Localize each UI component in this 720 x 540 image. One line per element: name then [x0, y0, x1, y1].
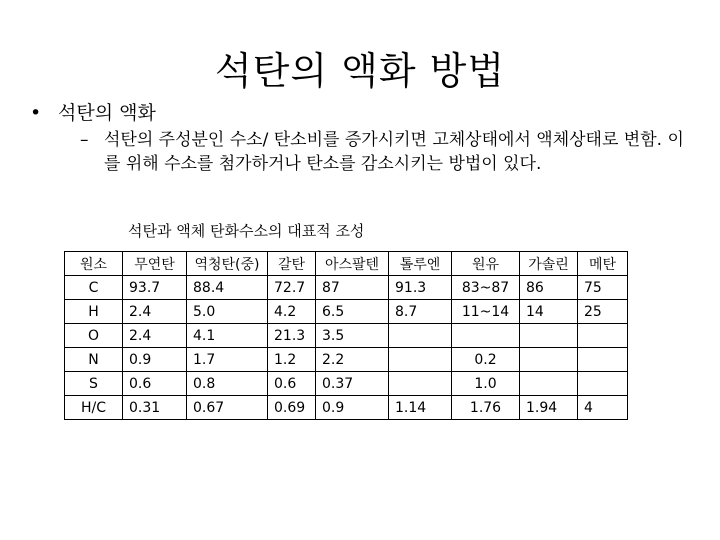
sub-bullet-text: 석탄의 주성분인 수소/ 탄소비를 증가시키면 고체상태에서 액체상태로 변함. 이를 위해 수소를 첨가하거나 탄소를 감소시키는 방법이 있다.	[104, 130, 684, 174]
table-cell: 0.37	[316, 372, 389, 396]
table-cell: 1.2	[268, 348, 316, 372]
table-cell	[578, 348, 628, 372]
table-cell: 93.7	[123, 276, 187, 300]
table-cell: N	[65, 348, 123, 372]
table-row	[65, 276, 628, 300]
table-cell: 1.94	[520, 396, 578, 420]
table-header-cell: 역청탄(중)	[187, 252, 268, 276]
table-cell: H	[65, 300, 123, 324]
table-cell: 87	[316, 276, 389, 300]
table-cell: 14	[520, 300, 578, 324]
table-cell: 5.0	[187, 300, 268, 324]
composition-table	[64, 251, 628, 420]
table-caption: 석탄과 액체 탄화수소의 대표적 조성	[128, 222, 365, 240]
table-row	[65, 324, 628, 348]
table-cell: 0.67	[187, 396, 268, 420]
table-cell: 0.8	[187, 372, 268, 396]
table-cell: 1.14	[389, 396, 452, 420]
table-cell: 21.3	[268, 324, 316, 348]
table-cell	[389, 372, 452, 396]
table-cell: 0.6	[123, 372, 187, 396]
table-row	[65, 372, 628, 396]
table-cell: 88.4	[187, 276, 268, 300]
table-cell	[520, 372, 578, 396]
table-cell	[452, 324, 520, 348]
table-cell	[389, 324, 452, 348]
table-cell: 83~87	[452, 276, 520, 300]
table-cell: C	[65, 276, 123, 300]
table-row	[65, 348, 628, 372]
table-cell	[520, 348, 578, 372]
bullet-item	[30, 98, 156, 125]
table-header-cell: 아스팔텐	[316, 252, 389, 276]
table-cell: 8.7	[389, 300, 452, 324]
table-cell	[389, 348, 452, 372]
table-cell: 4.1	[187, 324, 268, 348]
table-cell: 75	[578, 276, 628, 300]
table-cell: 0.9	[316, 396, 389, 420]
table-row	[65, 300, 628, 324]
table-header-cell: 갈탄	[268, 252, 316, 276]
table-header-cell: 톨루엔	[389, 252, 452, 276]
table-row	[65, 396, 628, 420]
table-header-row	[65, 252, 628, 276]
table-header-cell: 가솔린	[520, 252, 578, 276]
table-cell: S	[65, 372, 123, 396]
table-cell: 86	[520, 276, 578, 300]
table-cell: 6.5	[316, 300, 389, 324]
table-header-cell: 원유	[452, 252, 520, 276]
table-cell: 91.3	[389, 276, 452, 300]
table-cell: 1.0	[452, 372, 520, 396]
table-header-cell: 원소	[65, 252, 123, 276]
table-cell: 4.2	[268, 300, 316, 324]
table-cell	[578, 324, 628, 348]
table-cell: 4	[578, 396, 628, 420]
table-cell: 72.7	[268, 276, 316, 300]
table-header-cell: 메탄	[578, 252, 628, 276]
slide-title: 석탄의 액화 방법	[214, 49, 506, 93]
table-cell: 2.4	[123, 300, 187, 324]
table-cell: 0.6	[268, 372, 316, 396]
bullet-dot: •	[30, 102, 42, 124]
table-cell	[578, 372, 628, 396]
table-cell: 25	[578, 300, 628, 324]
table-cell: 11~14	[452, 300, 520, 324]
table-cell: 2.2	[316, 348, 389, 372]
table-cell: 2.4	[123, 324, 187, 348]
table-cell: 0.31	[123, 396, 187, 420]
sub-bullet-item	[80, 128, 700, 176]
table-cell: 1.7	[187, 348, 268, 372]
sub-bullet-dash: –	[80, 130, 89, 150]
bullet-text: 석탄의 액화	[58, 102, 156, 124]
table-cell	[520, 324, 578, 348]
table-cell: H/C	[65, 396, 123, 420]
table-cell: O	[65, 324, 123, 348]
table-cell: 0.69	[268, 396, 316, 420]
table-cell: 3.5	[316, 324, 389, 348]
table-cell: 0.2	[452, 348, 520, 372]
table-header-cell: 무연탄	[123, 252, 187, 276]
table-cell: 0.9	[123, 348, 187, 372]
table-cell: 1.76	[452, 396, 520, 420]
